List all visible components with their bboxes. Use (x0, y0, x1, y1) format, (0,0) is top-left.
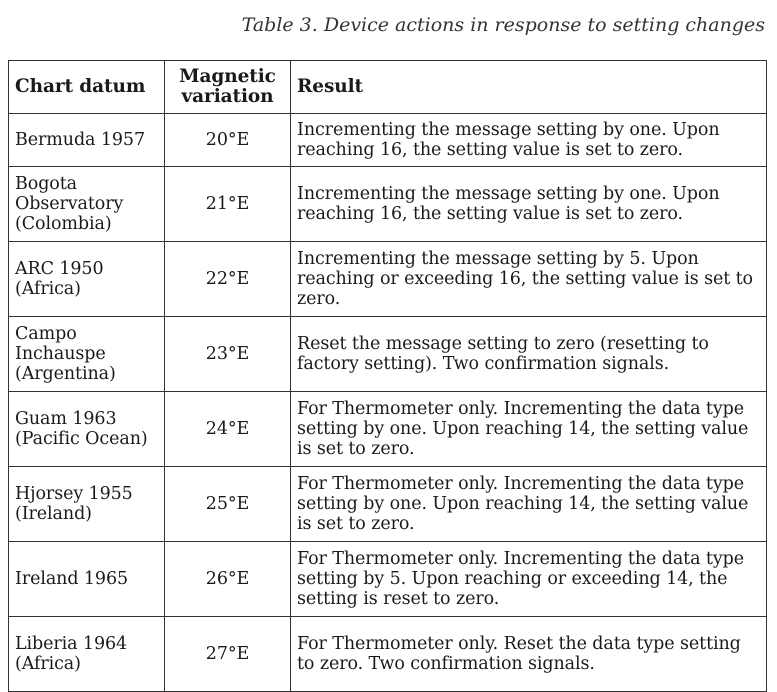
cell-result: Incrementing the message setting by 5. Upon reaching or exceeding 16, the setting value is set to zero. (291, 242, 767, 317)
device-actions-table (8, 60, 767, 692)
cell-magnetic-variation: 26°E (165, 542, 291, 617)
cell-result: For Thermometer only. Incrementing the data type setting by one. Upon reaching 14, the setting value is set to zero. (291, 392, 767, 467)
table-row (9, 167, 767, 242)
cell-result: For Thermometer only. Incrementing the data type setting by one. Upon reaching 14, the setting value is set to zero. (291, 467, 767, 542)
cell-result: Reset the message setting to zero (resetting to factory setting). Two confirmation signals. (291, 317, 767, 392)
cell-magnetic-variation: 21°E (165, 167, 291, 242)
cell-chart-datum: Bermuda 1957 (9, 114, 165, 167)
table-row (9, 317, 767, 392)
table-row (9, 617, 767, 692)
table-row (9, 467, 767, 542)
cell-chart-datum: Ireland 1965 (9, 542, 165, 617)
cell-result: For Thermometer only. Reset the data type setting to zero. Two confirmation signals. (291, 617, 767, 692)
table-row (9, 242, 767, 317)
header-result: Result (291, 61, 767, 114)
cell-magnetic-variation: 22°E (165, 242, 291, 317)
table-header-row (9, 61, 767, 114)
table-caption: Table 3. Device actions in response to setting changes (241, 14, 765, 36)
cell-result: Incrementing the message setting by one. Upon reaching 16, the setting value is set to zero. (291, 167, 767, 242)
header-magnetic-variation: Magnetic variation (165, 61, 291, 114)
table-row (9, 542, 767, 617)
header-chart-datum: Chart datum (9, 61, 165, 114)
cell-magnetic-variation: 20°E (165, 114, 291, 167)
table-row (9, 392, 767, 467)
cell-chart-datum: Bogota Observatory (Colombia) (9, 167, 165, 242)
cell-magnetic-variation: 24°E (165, 392, 291, 467)
cell-magnetic-variation: 23°E (165, 317, 291, 392)
cell-magnetic-variation: 27°E (165, 617, 291, 692)
cell-chart-datum: Guam 1963 (Pacific Ocean) (9, 392, 165, 467)
cell-chart-datum: Liberia 1964 (Africa) (9, 617, 165, 692)
cell-chart-datum: ARC 1950 (Africa) (9, 242, 165, 317)
cell-result: For Thermometer only. Incrementing the data type setting by 5. Upon reaching or exceeding 14, the setting is reset to zero. (291, 542, 767, 617)
cell-magnetic-variation: 25°E (165, 467, 291, 542)
cell-chart-datum: Campo Inchauspe (Argentina) (9, 317, 165, 392)
table-row (9, 114, 767, 167)
cell-chart-datum: Hjorsey 1955 (Ireland) (9, 467, 165, 542)
cell-result: Incrementing the message setting by one. Upon reaching 16, the setting value is set to zero. (291, 114, 767, 167)
